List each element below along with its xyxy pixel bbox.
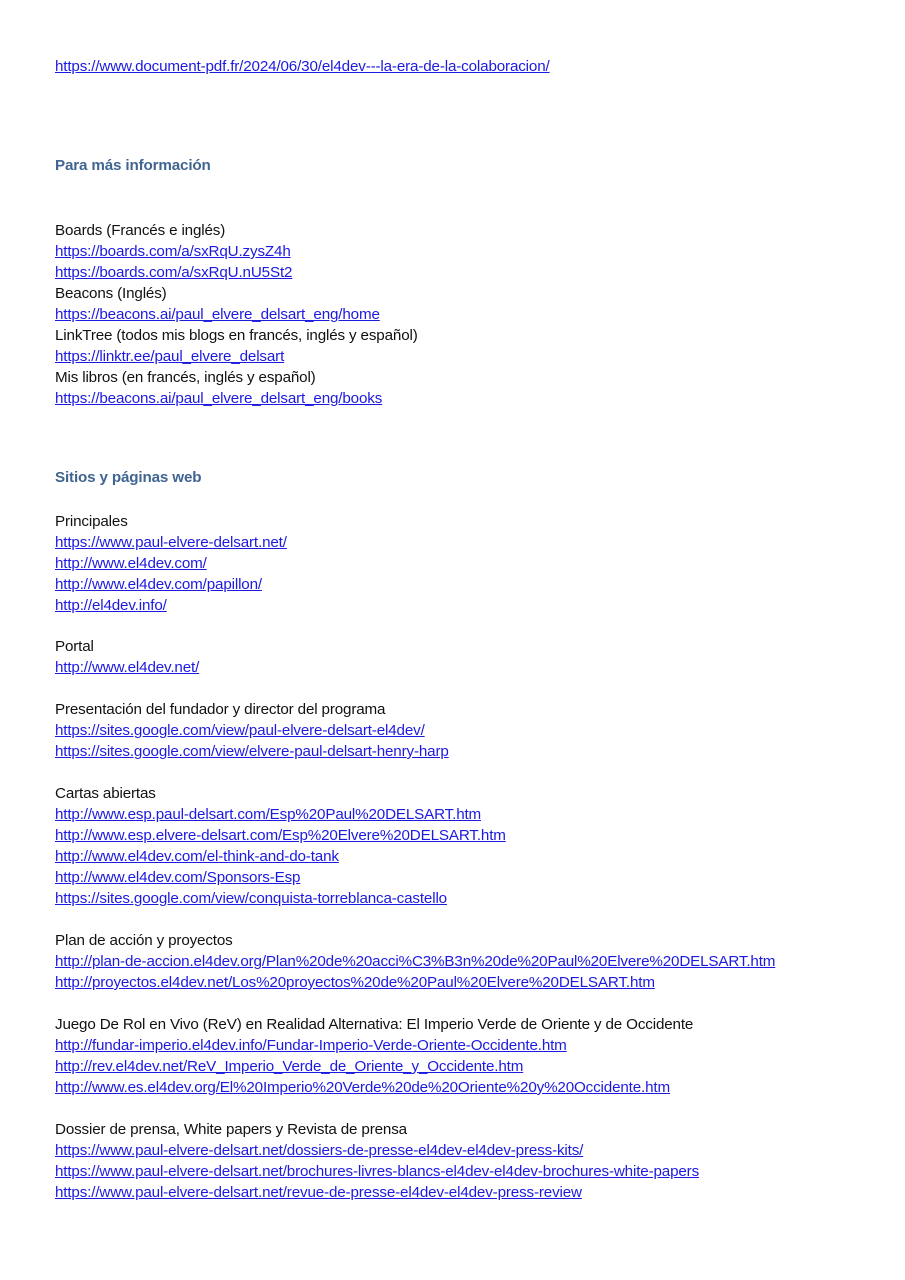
letters-link[interactable]: http://www.el4dev.com/Sponsors-Esp <box>55 869 301 886</box>
principales-link[interactable]: http://www.el4dev.com/papillon/ <box>55 576 262 593</box>
founder-link[interactable]: https://sites.google.com/view/paul-elvere-delsart-el4dev/ <box>55 722 425 739</box>
linktree-label: LinkTree (todos mis blogs en francés, inglés y español) <box>55 327 418 344</box>
boards-link-1[interactable]: https://boards.com/a/sxRqU.zysZ4h <box>55 243 291 260</box>
boards-label: Boards (Francés e inglés) <box>55 222 226 239</box>
letters-link[interactable]: http://www.el4dev.com/el-think-and-do-tank <box>55 848 339 865</box>
boards-link-2[interactable]: https://boards.com/a/sxRqU.nU5St2 <box>55 264 293 281</box>
game-link[interactable]: http://fundar-imperio.el4dev.info/Fundar-Imperio-Verde-Oriente-Occidente.htm <box>55 1037 567 1054</box>
plan-link[interactable]: http://proyectos.el4dev.net/Los%20proyectos%20de%20Paul%20Elvere%20DELSART.htm <box>55 974 655 991</box>
press-link[interactable]: https://www.paul-elvere-delsart.net/dossiers-de-presse-el4dev-el4dev-press-kits/ <box>55 1142 584 1159</box>
game-link[interactable]: http://www.es.el4dev.org/El%20Imperio%20Verde%20de%20Oriente%20y%20Occidente.htm <box>55 1079 670 1096</box>
press-link[interactable]: https://www.paul-elvere-delsart.net/revue-de-presse-el4dev-el4dev-press-review <box>55 1184 582 1201</box>
portal-link[interactable]: http://www.el4dev.net/ <box>55 659 200 676</box>
beacons-link[interactable]: https://beacons.ai/paul_elvere_delsart_eng/home <box>55 306 380 323</box>
beacons-label: Beacons (Inglés) <box>55 285 167 302</box>
game-link[interactable]: http://rev.el4dev.net/ReV_Imperio_Verde_de_Oriente_y_Occidente.htm <box>55 1058 524 1075</box>
top-link[interactable]: https://www.document-pdf.fr/2024/06/30/el4dev---la-era-de-la-colaboracion/ <box>55 58 550 75</box>
founder-link[interactable]: https://sites.google.com/view/elvere-paul-delsart-henry-harp <box>55 743 449 760</box>
section-heading-sites: Sitios y páginas web <box>55 469 202 486</box>
founder-label: Presentación del fundador y director del programa <box>55 701 386 718</box>
linktree-link[interactable]: https://linktr.ee/paul_elvere_delsart <box>55 348 285 365</box>
books-label: Mis libros (en francés, inglés y español) <box>55 369 316 386</box>
letters-link[interactable]: https://sites.google.com/view/conquista-torreblanca-castello <box>55 890 447 907</box>
press-label: Dossier de prensa, White papers y Revista de prensa <box>55 1121 407 1138</box>
principales-link[interactable]: http://www.el4dev.com/ <box>55 555 207 572</box>
books-link[interactable]: https://beacons.ai/paul_elvere_delsart_eng/books <box>55 390 383 407</box>
plan-link[interactable]: http://plan-de-accion.el4dev.org/Plan%20de%20acci%C3%B3n%20de%20Paul%20Elvere%20DELSART.htm <box>55 953 776 970</box>
game-label: Juego De Rol en Vivo (ReV) en Realidad Alternativa: El Imperio Verde de Oriente y de Occidente <box>55 1016 694 1033</box>
principales-label: Principales <box>55 513 128 530</box>
plan-label: Plan de acción y proyectos <box>55 932 233 949</box>
principales-link[interactable]: http://el4dev.info/ <box>55 597 167 614</box>
press-link[interactable]: https://www.paul-elvere-delsart.net/brochures-livres-blancs-el4dev-el4dev-brochures-white-papers <box>55 1163 700 1180</box>
principales-link[interactable]: https://www.paul-elvere-delsart.net/ <box>55 534 287 551</box>
section-heading-info: Para más información <box>55 157 211 174</box>
letters-link[interactable]: http://www.esp.elvere-delsart.com/Esp%20Elvere%20DELSART.htm <box>55 827 506 844</box>
letters-label: Cartas abiertas <box>55 785 156 802</box>
letters-link[interactable]: http://www.esp.paul-delsart.com/Esp%20Paul%20DELSART.htm <box>55 806 482 823</box>
portal-label: Portal <box>55 638 94 655</box>
